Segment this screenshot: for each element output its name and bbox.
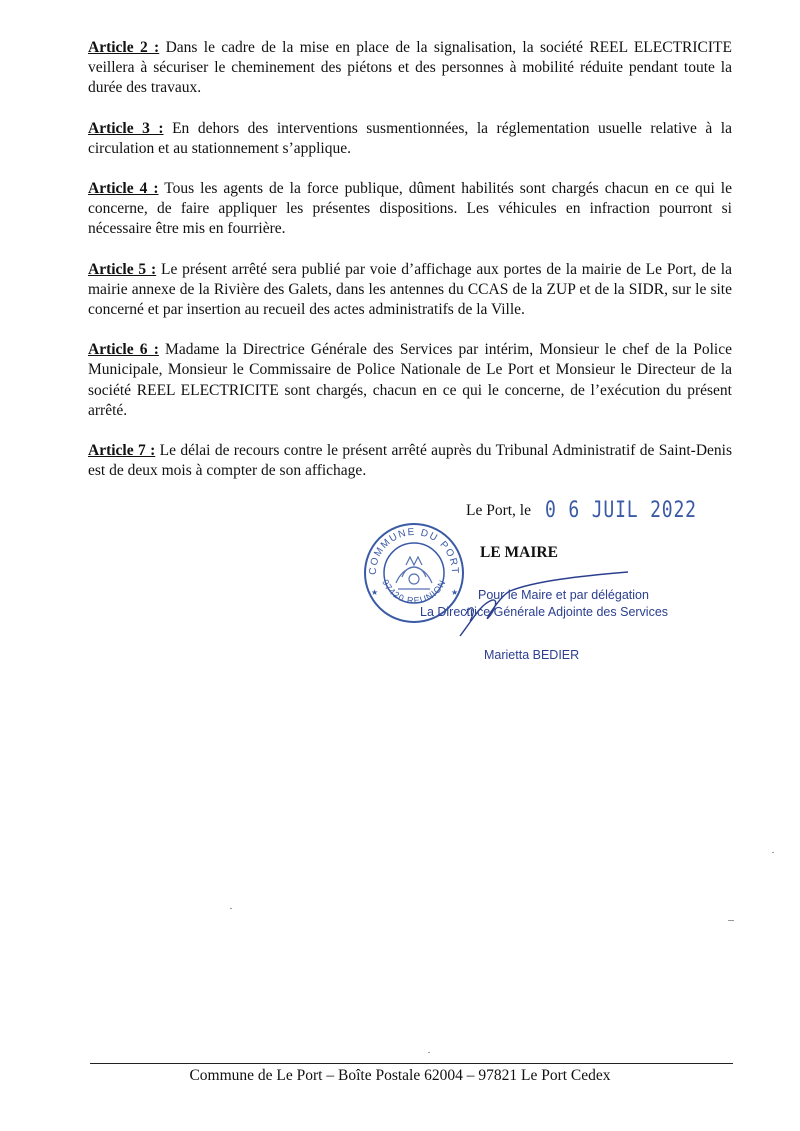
article-7-text: Le délai de recours contre le présent arrêté auprès du Tribunal Administratif de Saint-Denis est de deux mois à compter de son affichage. xyxy=(88,442,732,480)
mayor-title: LE MAIRE xyxy=(480,544,558,561)
article-3-text: En dehors des interventions susmentionnées, la réglementation usuelle relative à la circulation et au stationnement s’applique. xyxy=(88,119,732,157)
article-4-label: Article 4 : xyxy=(88,180,159,198)
article-3-label: Article 3 : xyxy=(88,119,164,137)
article-6 xyxy=(88,340,732,421)
seal-text-top: COMMUNE DU PORT xyxy=(367,526,461,576)
footer-address: Commune de Le Port – Boîte Postale 62004 – 97821 Le Port Cedex xyxy=(189,1067,611,1084)
delegation-line-2: La Directrice Générale Adjointe des Services xyxy=(420,605,669,619)
article-5 xyxy=(88,260,732,321)
scan-speck xyxy=(728,920,734,921)
article-6-text: Madame la Directrice Générale des Services par intérim, Monsieur le chef de la Police Municipale, Monsieur le Commissaire de Police Nationale de Le Port et Monsieur le Directeur de la société REEL ELECTRICITE sont chargés, chacun en ce qui le concerne, de l’exécution du présent arrêté. xyxy=(88,341,732,419)
article-2-text: Dans le cadre de la mise en place de la signalisation, la société REEL ELECTRICITE veillera à sécuriser le cheminement des piétons et des personnes à mobilité réduite pendant toute la durée des travaux. xyxy=(88,39,732,97)
date-stamp: 0 6 JUIL 2022 xyxy=(545,498,697,523)
svg-text:★: ★ xyxy=(451,588,459,597)
signatory-name: Marietta BEDIER xyxy=(484,648,580,662)
article-2-label: Article 2 : xyxy=(88,39,160,56)
scan-speck xyxy=(772,852,774,853)
svg-text:97420 REUNION xyxy=(380,578,448,606)
scan-speck xyxy=(230,908,232,909)
article-3 xyxy=(88,119,732,159)
article-5-text: Le présent arrêté sera publié par voie d’affichage aux portes de la mairie de Le Port, de la mairie annexe de la Rivière des Galets, dans les antennes du CCAS de la ZUP et de la SIDR, sur le site concerné et par insertion au recueil des actes administratifs de la Ville. xyxy=(88,260,732,319)
article-7-label: Article 7 : xyxy=(88,442,156,460)
scan-speck xyxy=(428,1052,430,1053)
place-date-label: Le Port, le xyxy=(466,502,531,519)
article-5-label: Article 5 : xyxy=(88,260,157,278)
article-2 xyxy=(88,38,732,99)
seal-text-bottom: 97420 REUNION xyxy=(380,577,448,606)
article-4-text: Tous les agents de la force publique, dûment habilités sont chargés chacun en ce qui le concerne, de faire appliquer les présentes dispositions. Les véhicules en infraction pourront si nécessaire être mis en fourrière. xyxy=(88,180,732,238)
footer-divider xyxy=(90,1063,733,1064)
article-4 xyxy=(88,179,732,240)
article-6-label: Article 6 : xyxy=(88,341,159,359)
svg-text:★: ★ xyxy=(371,588,379,597)
article-7 xyxy=(88,441,732,481)
articles-body xyxy=(88,38,732,501)
delegation-line-1: Pour le Maire et par délégation xyxy=(478,588,649,602)
